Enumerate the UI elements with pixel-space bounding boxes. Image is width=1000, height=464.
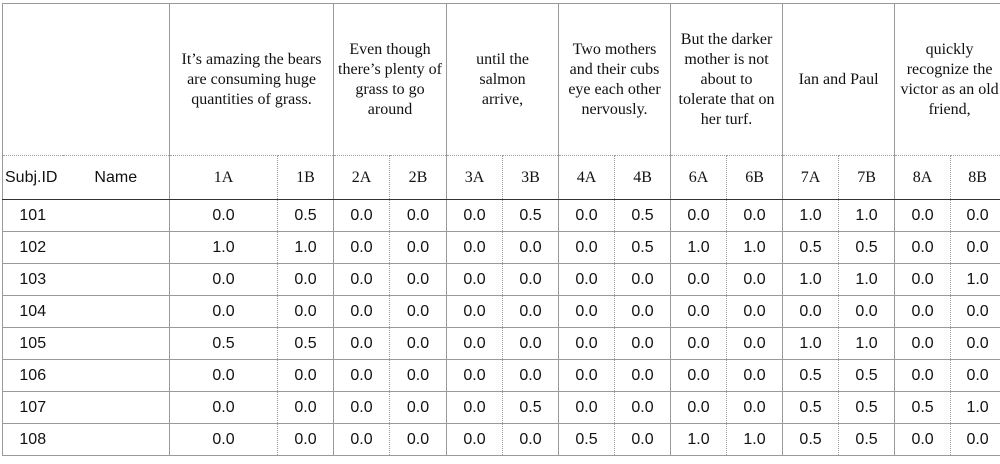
score-cell: 0.0 [671,392,727,424]
score-cell: 0.0 [615,328,671,360]
score-cell: 0.0 [559,264,615,296]
score-cell: 0.0 [895,264,951,296]
subject-id-cell: 106 [3,360,63,392]
score-cell: 0.0 [447,424,503,456]
code-header: 4B [615,156,671,200]
table-row [3,296,1000,328]
score-cell: 0.0 [503,264,559,296]
score-cell: 1.0 [727,424,783,456]
code-header: 8A [895,156,951,200]
score-cell: 0.0 [671,360,727,392]
score-cell: 0.0 [615,264,671,296]
subject-name-cell [63,328,170,360]
scoring-table [2,3,1000,456]
score-cell: 0.0 [170,424,278,456]
phrase-header-7: Ian and Paul [783,4,895,156]
score-cell: 0.0 [951,360,1000,392]
score-cell: 1.0 [951,264,1000,296]
score-cell: 0.5 [839,424,895,456]
subject-name-cell [63,296,170,328]
code-header: 8B [951,156,1000,200]
phrase-header-6: But the darker mother is not about to tolerate that on her turf. [671,4,783,156]
score-cell: 0.5 [615,200,671,232]
code-header: 7A [783,156,839,200]
score-cell: 0.0 [447,328,503,360]
subject-name-cell [63,360,170,392]
score-cell: 0.5 [783,360,839,392]
score-cell: 0.5 [783,232,839,264]
score-cell: 0.0 [559,328,615,360]
code-header: 2A [334,156,390,200]
score-cell: 0.0 [390,360,447,392]
code-header: 4A [559,156,615,200]
score-cell: 0.0 [839,296,895,328]
subject-name-cell [63,424,170,456]
table-row [3,392,1000,424]
score-cell: 0.0 [727,264,783,296]
score-cell: 0.5 [503,200,559,232]
score-cell: 0.5 [170,328,278,360]
score-cell: 0.0 [334,200,390,232]
score-cell: 0.0 [951,328,1000,360]
score-cell: 0.5 [895,392,951,424]
score-cell: 0.5 [278,328,334,360]
score-cell: 0.0 [559,232,615,264]
score-cell: 0.0 [503,328,559,360]
score-cell: 0.0 [727,200,783,232]
subject-id-cell: 108 [3,424,63,456]
score-cell: 0.0 [334,264,390,296]
score-cell: 0.0 [559,296,615,328]
score-cell: 1.0 [671,424,727,456]
subject-name-cell [63,392,170,424]
code-header: 2B [390,156,447,200]
score-cell: 0.0 [615,360,671,392]
score-cell: 1.0 [839,264,895,296]
score-cell: 0.0 [170,264,278,296]
subject-name-cell [63,232,170,264]
score-cell: 0.0 [278,392,334,424]
score-cell: 1.0 [951,392,1000,424]
score-cell: 0.5 [503,392,559,424]
score-cell: 0.0 [334,296,390,328]
header-blank-cell [3,4,170,156]
score-cell: 0.0 [278,360,334,392]
score-cell: 0.0 [278,424,334,456]
score-cell: 0.5 [783,424,839,456]
score-cell: 0.0 [334,424,390,456]
table-row [3,360,1000,392]
score-cell: 0.0 [447,232,503,264]
phrase-header-8: quickly recognize the victor as an old friend, [895,4,1000,156]
score-cell: 1.0 [170,232,278,264]
subject-id-cell: 102 [3,232,63,264]
score-cell: 0.0 [447,392,503,424]
score-cell: 0.0 [895,232,951,264]
score-cell: 0.0 [503,296,559,328]
score-cell: 0.0 [895,296,951,328]
score-cell: 0.0 [390,328,447,360]
code-header: 7B [839,156,895,200]
code-header: 1A [170,156,278,200]
score-cell: 0.0 [503,360,559,392]
score-cell: 0.0 [895,328,951,360]
score-cell: 0.0 [727,360,783,392]
score-cell: 0.0 [559,200,615,232]
score-cell: 0.5 [839,232,895,264]
table-row [3,200,1000,232]
code-header: 1B [278,156,334,200]
score-cell: 0.0 [615,424,671,456]
score-cell: 1.0 [839,200,895,232]
score-cell: 0.0 [727,392,783,424]
score-cell: 0.0 [615,296,671,328]
score-cell: 0.0 [334,328,390,360]
table-row [3,328,1000,360]
score-cell: 0.0 [334,392,390,424]
score-cell: 0.0 [895,360,951,392]
score-cell: 1.0 [278,232,334,264]
score-cell: 0.0 [390,200,447,232]
score-cell: 0.0 [503,424,559,456]
score-cell: 0.0 [390,232,447,264]
score-cell: 0.0 [951,296,1000,328]
subject-name-cell [63,264,170,296]
score-cell: 0.0 [671,264,727,296]
code-header: 6B [727,156,783,200]
score-cell: 0.5 [615,232,671,264]
score-cell: 0.0 [671,200,727,232]
subject-id-cell: 105 [3,328,63,360]
score-cell: 0.5 [839,360,895,392]
subject-id-cell: 107 [3,392,63,424]
score-cell: 0.0 [447,200,503,232]
score-cell: 0.0 [503,232,559,264]
score-cell: 1.0 [783,264,839,296]
score-cell: 0.0 [170,392,278,424]
score-cell: 0.0 [895,424,951,456]
score-cell: 0.0 [951,200,1000,232]
score-cell: 1.0 [783,328,839,360]
score-cell: 0.5 [783,392,839,424]
score-cell: 0.5 [559,424,615,456]
code-header: 3A [447,156,503,200]
score-cell: 0.0 [559,360,615,392]
score-cell: 0.0 [783,296,839,328]
code-header: 3B [503,156,559,200]
score-cell: 0.0 [559,392,615,424]
subj-id-header: Subj.ID [3,156,63,200]
subject-id-cell: 101 [3,200,63,232]
score-cell: 0.5 [839,392,895,424]
score-cell: 0.0 [334,232,390,264]
phrase-header-3: until the salmon arrive, [447,4,559,156]
score-cell: 1.0 [839,328,895,360]
name-header: Name [63,156,170,200]
score-cell: 0.0 [447,360,503,392]
score-cell: 0.0 [447,296,503,328]
score-cell: 0.0 [671,296,727,328]
data-rows [3,200,1000,456]
column-code-row [3,156,1000,200]
score-cell: 0.5 [278,200,334,232]
score-cell: 1.0 [671,232,727,264]
table-row [3,232,1000,264]
table-row [3,264,1000,296]
phrase-header-1: It’s amazing the bears are consuming huge quantities of grass. [170,4,334,156]
score-cell: 0.0 [278,296,334,328]
code-header: 6A [671,156,727,200]
score-cell: 1.0 [727,232,783,264]
score-cell: 0.0 [390,264,447,296]
phrase-header-row [3,4,1000,156]
phrase-header-4: Two mothers and their cubs eye each other nervously. [559,4,671,156]
score-cell: 0.0 [671,328,727,360]
score-cell: 0.0 [390,392,447,424]
score-cell: 0.0 [170,360,278,392]
table-row [3,424,1000,456]
subject-id-cell: 103 [3,264,63,296]
score-cell: 0.0 [334,360,390,392]
score-cell: 0.0 [447,264,503,296]
phrase-header-2: Even though there’s plenty of grass to go around [334,4,447,156]
score-cell: 0.0 [390,424,447,456]
score-cell: 1.0 [783,200,839,232]
score-cell: 0.0 [615,392,671,424]
subject-id-cell: 104 [3,296,63,328]
score-cell: 0.0 [951,424,1000,456]
score-cell: 0.0 [278,264,334,296]
score-cell: 0.0 [170,200,278,232]
score-cell: 0.0 [727,328,783,360]
subject-name-cell [63,200,170,232]
score-cell: 0.0 [170,296,278,328]
score-cell: 0.0 [951,232,1000,264]
score-cell: 0.0 [895,200,951,232]
score-cell: 0.0 [727,296,783,328]
score-cell: 0.0 [390,296,447,328]
